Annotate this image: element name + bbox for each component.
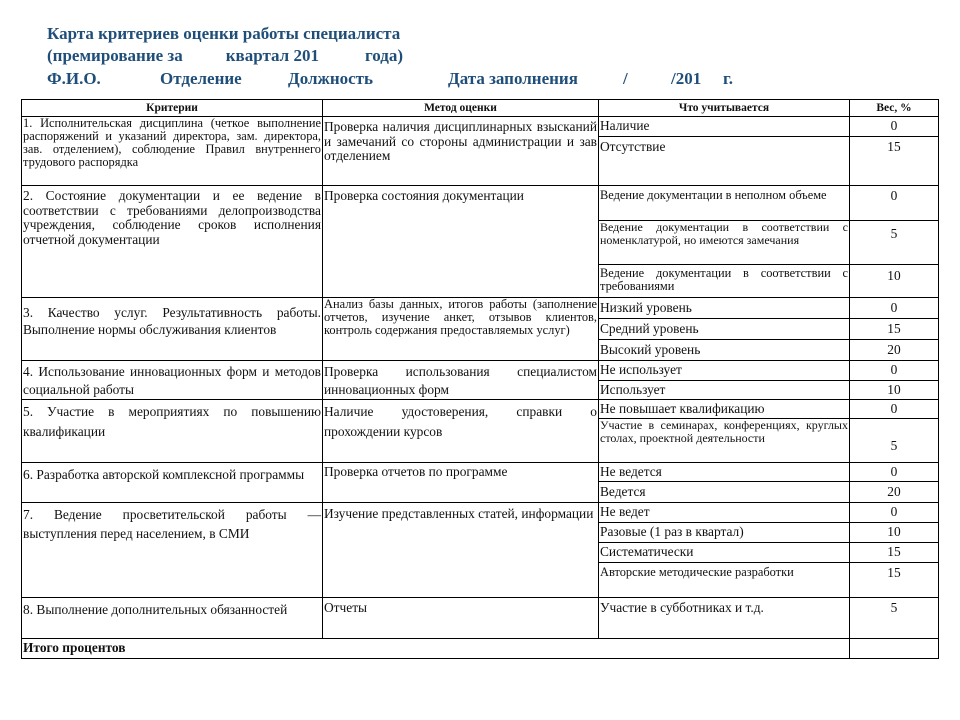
weight-cell: 15 — [850, 137, 939, 186]
factor-cell: Систематически — [599, 543, 850, 563]
weight-cell: 0 — [850, 117, 939, 137]
factor-cell: Ведется — [599, 482, 850, 503]
department-label: Отделение — [160, 69, 242, 88]
criterion-cell: 4. Использование инновационных форм и методов социальной работы — [22, 361, 323, 400]
weight-cell: 0 — [850, 463, 939, 482]
method-cell: Проверка наличия дисциплинарных взысканий и замечаний со стороны администрации и зав отделением — [323, 117, 599, 186]
subtitle-part-2: квартал 201 — [225, 46, 319, 65]
subtitle-part-1: (премирование за — [47, 46, 183, 65]
criterion-cell: 6. Разработка авторской комплексной программы — [22, 463, 323, 503]
method-cell: Отчеты — [323, 598, 599, 639]
table-row — [22, 298, 939, 319]
weight-cell: 10 — [850, 523, 939, 543]
date-suffix: г. — [723, 69, 734, 88]
table-row — [22, 186, 939, 221]
weight-cell: 0 — [850, 361, 939, 381]
table-row — [22, 463, 939, 482]
factor-cell: Участие в субботниках и т.д. — [599, 598, 850, 639]
method-cell: Проверка отчетов по программе — [323, 463, 599, 503]
fio-label: Ф.И.О. — [47, 69, 101, 88]
table-header-row — [22, 100, 939, 117]
position-label: Должность — [288, 69, 374, 88]
factor-cell: Низкий уровень — [599, 298, 850, 319]
weight-cell: 5 — [850, 221, 939, 265]
factor-cell: Авторские методические разработки — [599, 563, 850, 598]
method-cell: Изучение представленных статей, информации — [323, 503, 599, 598]
column-header-criteria: Критерии — [22, 100, 323, 117]
factor-cell: Не повышает квалификацию — [599, 400, 850, 419]
factor-cell: Разовые (1 раз в квартал) — [599, 523, 850, 543]
factor-cell: Не ведется — [599, 463, 850, 482]
criterion-cell: 5. Участие в мероприятиях по повышению квалификации — [22, 400, 323, 463]
method-cell: Проверка использования специалистом инновационных форм — [323, 361, 599, 400]
column-header-weight: Вес, % — [850, 100, 939, 117]
table-row — [22, 598, 939, 639]
weight-cell: 5 — [850, 598, 939, 639]
weight-cell: 20 — [850, 482, 939, 503]
criterion-cell: 7. Ведение просветительской работы — выступления перед населением, в СМИ — [22, 503, 323, 598]
factor-cell: Наличие — [599, 117, 850, 137]
criterion-cell: 1. Исполнительская дисциплина (четкое выполнение распоряжений и указаний директора, зам. директора, зав. отделением), соблюдение Правил внутреннего трудового распорядка — [22, 117, 323, 186]
factor-cell: Не использует — [599, 361, 850, 381]
factor-cell: Не ведет — [599, 503, 850, 523]
criterion-cell: 3. Качество услуг. Результативность работы. Выполнение нормы обслуживания клиентов — [22, 298, 323, 361]
table-row — [22, 117, 939, 137]
weight-cell: 15 — [850, 563, 939, 598]
subtitle-part-3: года) — [364, 46, 404, 65]
method-cell: Анализ базы данных, итогов работы (заполнение отчетов, изучение анкет, отзывов клиентов, контроль содержания предоставляемых услуг) — [323, 298, 599, 361]
total-row — [22, 639, 939, 659]
weight-cell: 15 — [850, 543, 939, 563]
criteria-table — [21, 99, 939, 659]
weight-cell: 0 — [850, 186, 939, 221]
document-subtitle — [47, 46, 403, 66]
total-value-cell — [850, 639, 939, 659]
factor-cell: Высокий уровень — [599, 340, 850, 361]
criterion-cell: 2. Состояние документации и ее ведение в соответствии с требованиями делопроизводства учреждения, соблюдение сроков исполнения отчетной документации — [22, 186, 323, 298]
factor-cell: Отсутствие — [599, 137, 850, 186]
column-header-method: Метод оценки — [323, 100, 599, 117]
weight-cell: 0 — [850, 400, 939, 419]
weight-cell: 20 — [850, 340, 939, 361]
total-label: Итого процентов — [22, 639, 850, 659]
weight-cell: 15 — [850, 319, 939, 340]
factor-cell: Средний уровень — [599, 319, 850, 340]
factor-cell: Ведение документации в соответствии с номенклатурой, но имеются замечания — [599, 221, 850, 265]
date-label: Дата заполнения — [448, 69, 578, 88]
criterion-cell: 8. Выполнение дополнительных обязанностей — [22, 598, 323, 639]
method-cell: Наличие удостоверения, справки о прохождении курсов — [323, 400, 599, 463]
weight-cell: 0 — [850, 298, 939, 319]
weight-cell: 10 — [850, 380, 939, 400]
date-year: /201 — [671, 69, 702, 88]
factor-cell: Ведение документации в соответствии с требованиями — [599, 265, 850, 298]
table-row — [22, 503, 939, 523]
weight-cell: 0 — [850, 503, 939, 523]
factor-cell: Ведение документации в неполном объеме — [599, 186, 850, 221]
column-header-factors: Что учитывается — [599, 100, 850, 117]
table-row — [22, 400, 939, 419]
document-title: Карта критериев оценки работы специалиста — [47, 24, 401, 43]
weight-cell: 5 — [850, 419, 939, 463]
factor-cell: Использует — [599, 380, 850, 400]
date-slash: / — [623, 69, 628, 88]
method-cell: Проверка состояния документации — [323, 186, 599, 298]
weight-cell: 10 — [850, 265, 939, 298]
factor-cell: Участие в семинарах, конференциях, круглых столах, проектной деятельности — [599, 419, 850, 463]
table-row — [22, 361, 939, 381]
